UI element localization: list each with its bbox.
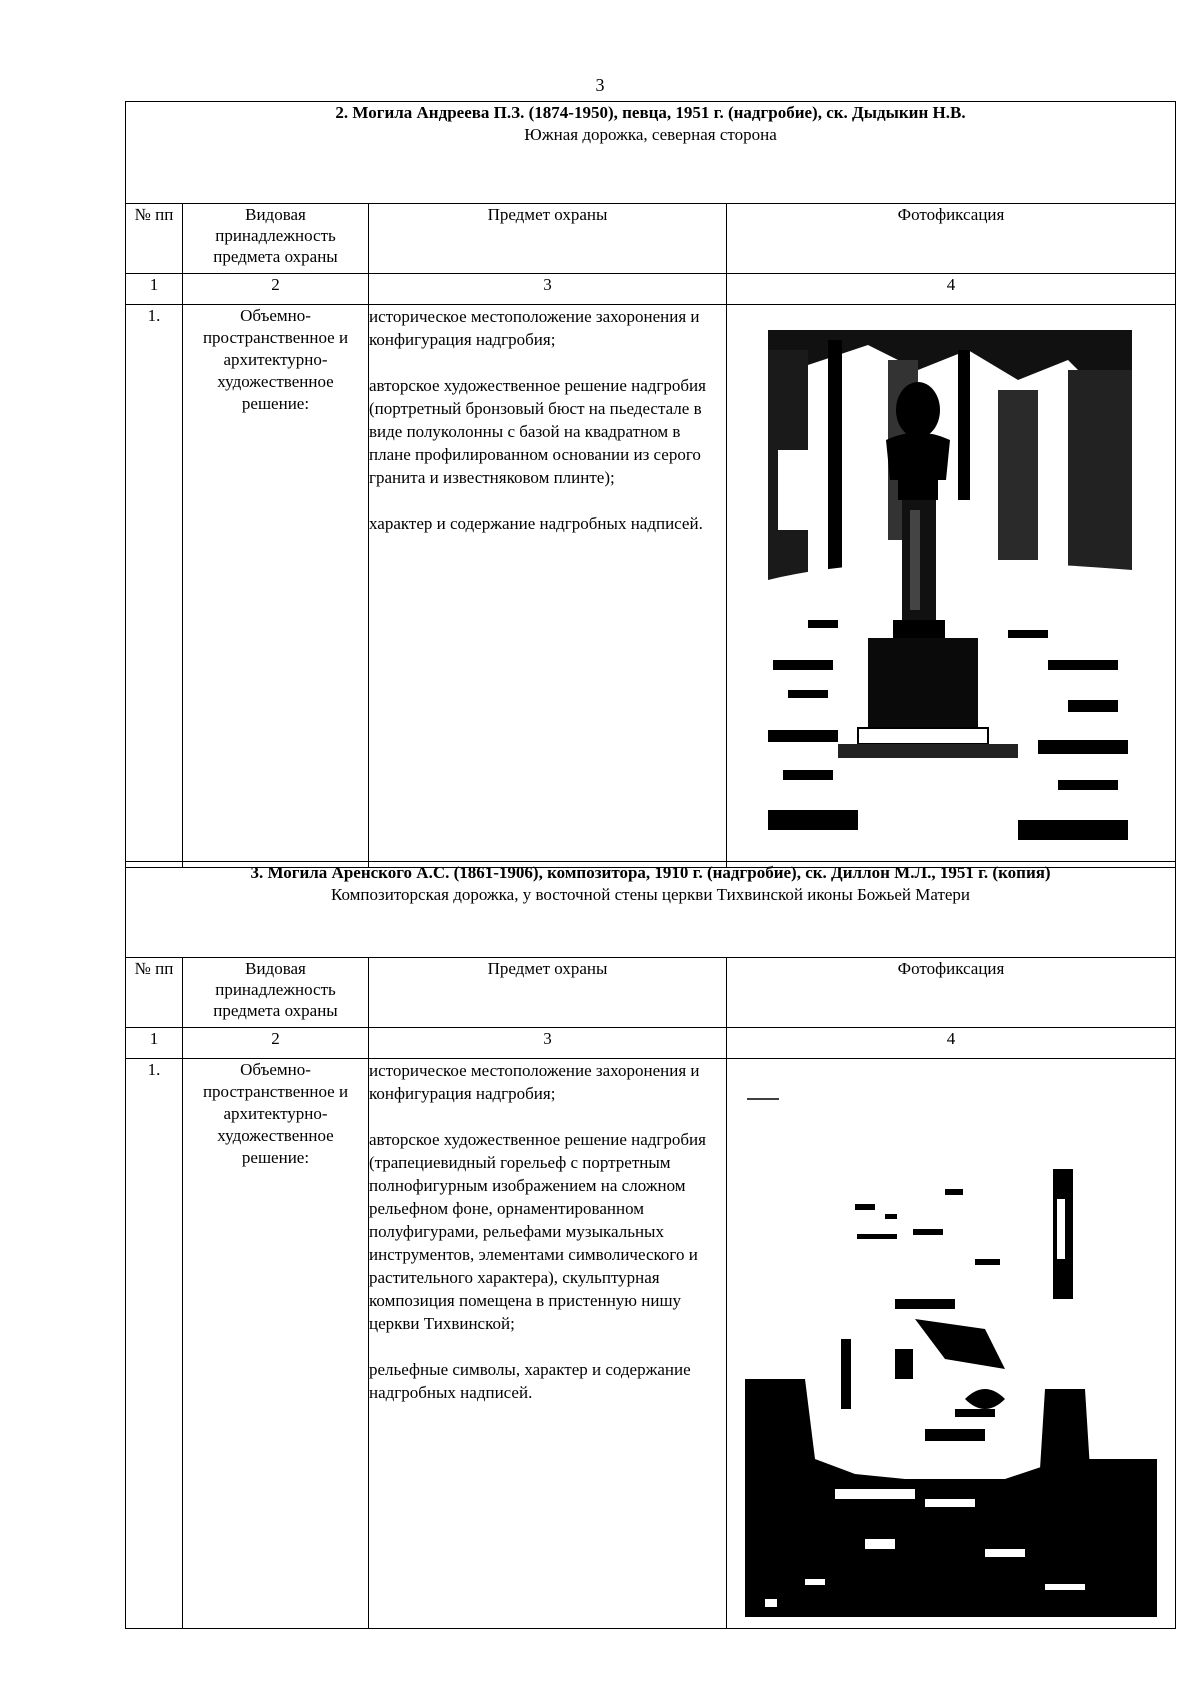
column-header-type: Видовая принадлежность предмета охраны (183, 204, 369, 274)
subject-item: авторское художественное решение надгробия (трапециевидный горельеф с портретным полнофигурным изображением на сложном рельефном фоне, орнаментированном полуфигурами, рельефами музыкальных инструментов, элементами символического и растительного характера), скульптурная композиция помещена в пристенную нишу церкви Тихвинской; (369, 1130, 706, 1333)
grave-table-andreev (125, 101, 1176, 868)
grave-header (126, 862, 1176, 958)
column-header-num: № пп (126, 958, 183, 1028)
protection-type: Объемно-пространственное и архитектурно-художественное решение: (183, 305, 369, 868)
row-index: 1. (126, 305, 183, 868)
column-index: 4 (727, 274, 1176, 305)
column-index: 3 (369, 274, 727, 305)
photo-cell (727, 305, 1176, 868)
grave-title: 3. Могила Аренского А.С. (1861-1906), композитора, 1910 г. (надгробие), ск. Диллон М.Л., 1951 г. (копия) (250, 863, 1051, 882)
subject-item: авторское художественное решение надгробия (портретный бронзовый бюст на пьедестале в виде полуколонны с базой на квадратном в плане профилированном основании из серого гранита и известняковом плинте); (369, 376, 706, 487)
subject-item: историческое местоположение захоронения и конфигурация надгробия; (369, 307, 700, 349)
row-index: 1. (126, 1059, 183, 1629)
column-header-subject: Предмет охраны (369, 958, 727, 1028)
grave-location: Композиторская дорожка, у восточной стены церкви Тихвинской иконы Божьей Матери (330, 885, 971, 904)
photo-cell (727, 1059, 1176, 1629)
grave-location: Южная дорожка, северная сторона (524, 125, 777, 144)
column-index: 2 (183, 1028, 369, 1059)
column-index: 1 (126, 1028, 183, 1059)
page-number: 3 (595, 75, 605, 95)
column-index: 3 (369, 1028, 727, 1059)
grave-photo-arensky (745, 1079, 1157, 1617)
column-header-num: № пп (126, 204, 183, 274)
protection-type: Объемно-пространственное и архитектурно-художественное решение: (183, 1059, 369, 1629)
protection-subject (369, 1059, 727, 1629)
grave-table-arensky (125, 861, 1176, 1629)
column-index: 1 (126, 274, 183, 305)
protection-subject (369, 305, 727, 868)
grave-header (126, 102, 1176, 204)
column-header-type: Видовая принадлежность предмета охраны (183, 958, 369, 1028)
subject-item: историческое местоположение захоронения и конфигурация надгробия; (369, 1061, 700, 1103)
column-header-photo: Фотофиксация (727, 958, 1176, 1028)
column-index: 4 (727, 1028, 1176, 1059)
subject-item: характер и содержание надгробных надписей. (369, 514, 703, 533)
column-header-photo: Фотофиксация (727, 204, 1176, 274)
subject-item: рельефные символы, характер и содержание надгробных надписей. (369, 1360, 691, 1402)
grave-title: 2. Могила Андреева П.З. (1874-1950), певца, 1951 г. (надгробие), ск. Дыдыкин Н.В. (335, 103, 966, 122)
column-header-subject: Предмет охраны (369, 204, 727, 274)
grave-photo-andreev (768, 330, 1132, 846)
column-index: 2 (183, 274, 369, 305)
